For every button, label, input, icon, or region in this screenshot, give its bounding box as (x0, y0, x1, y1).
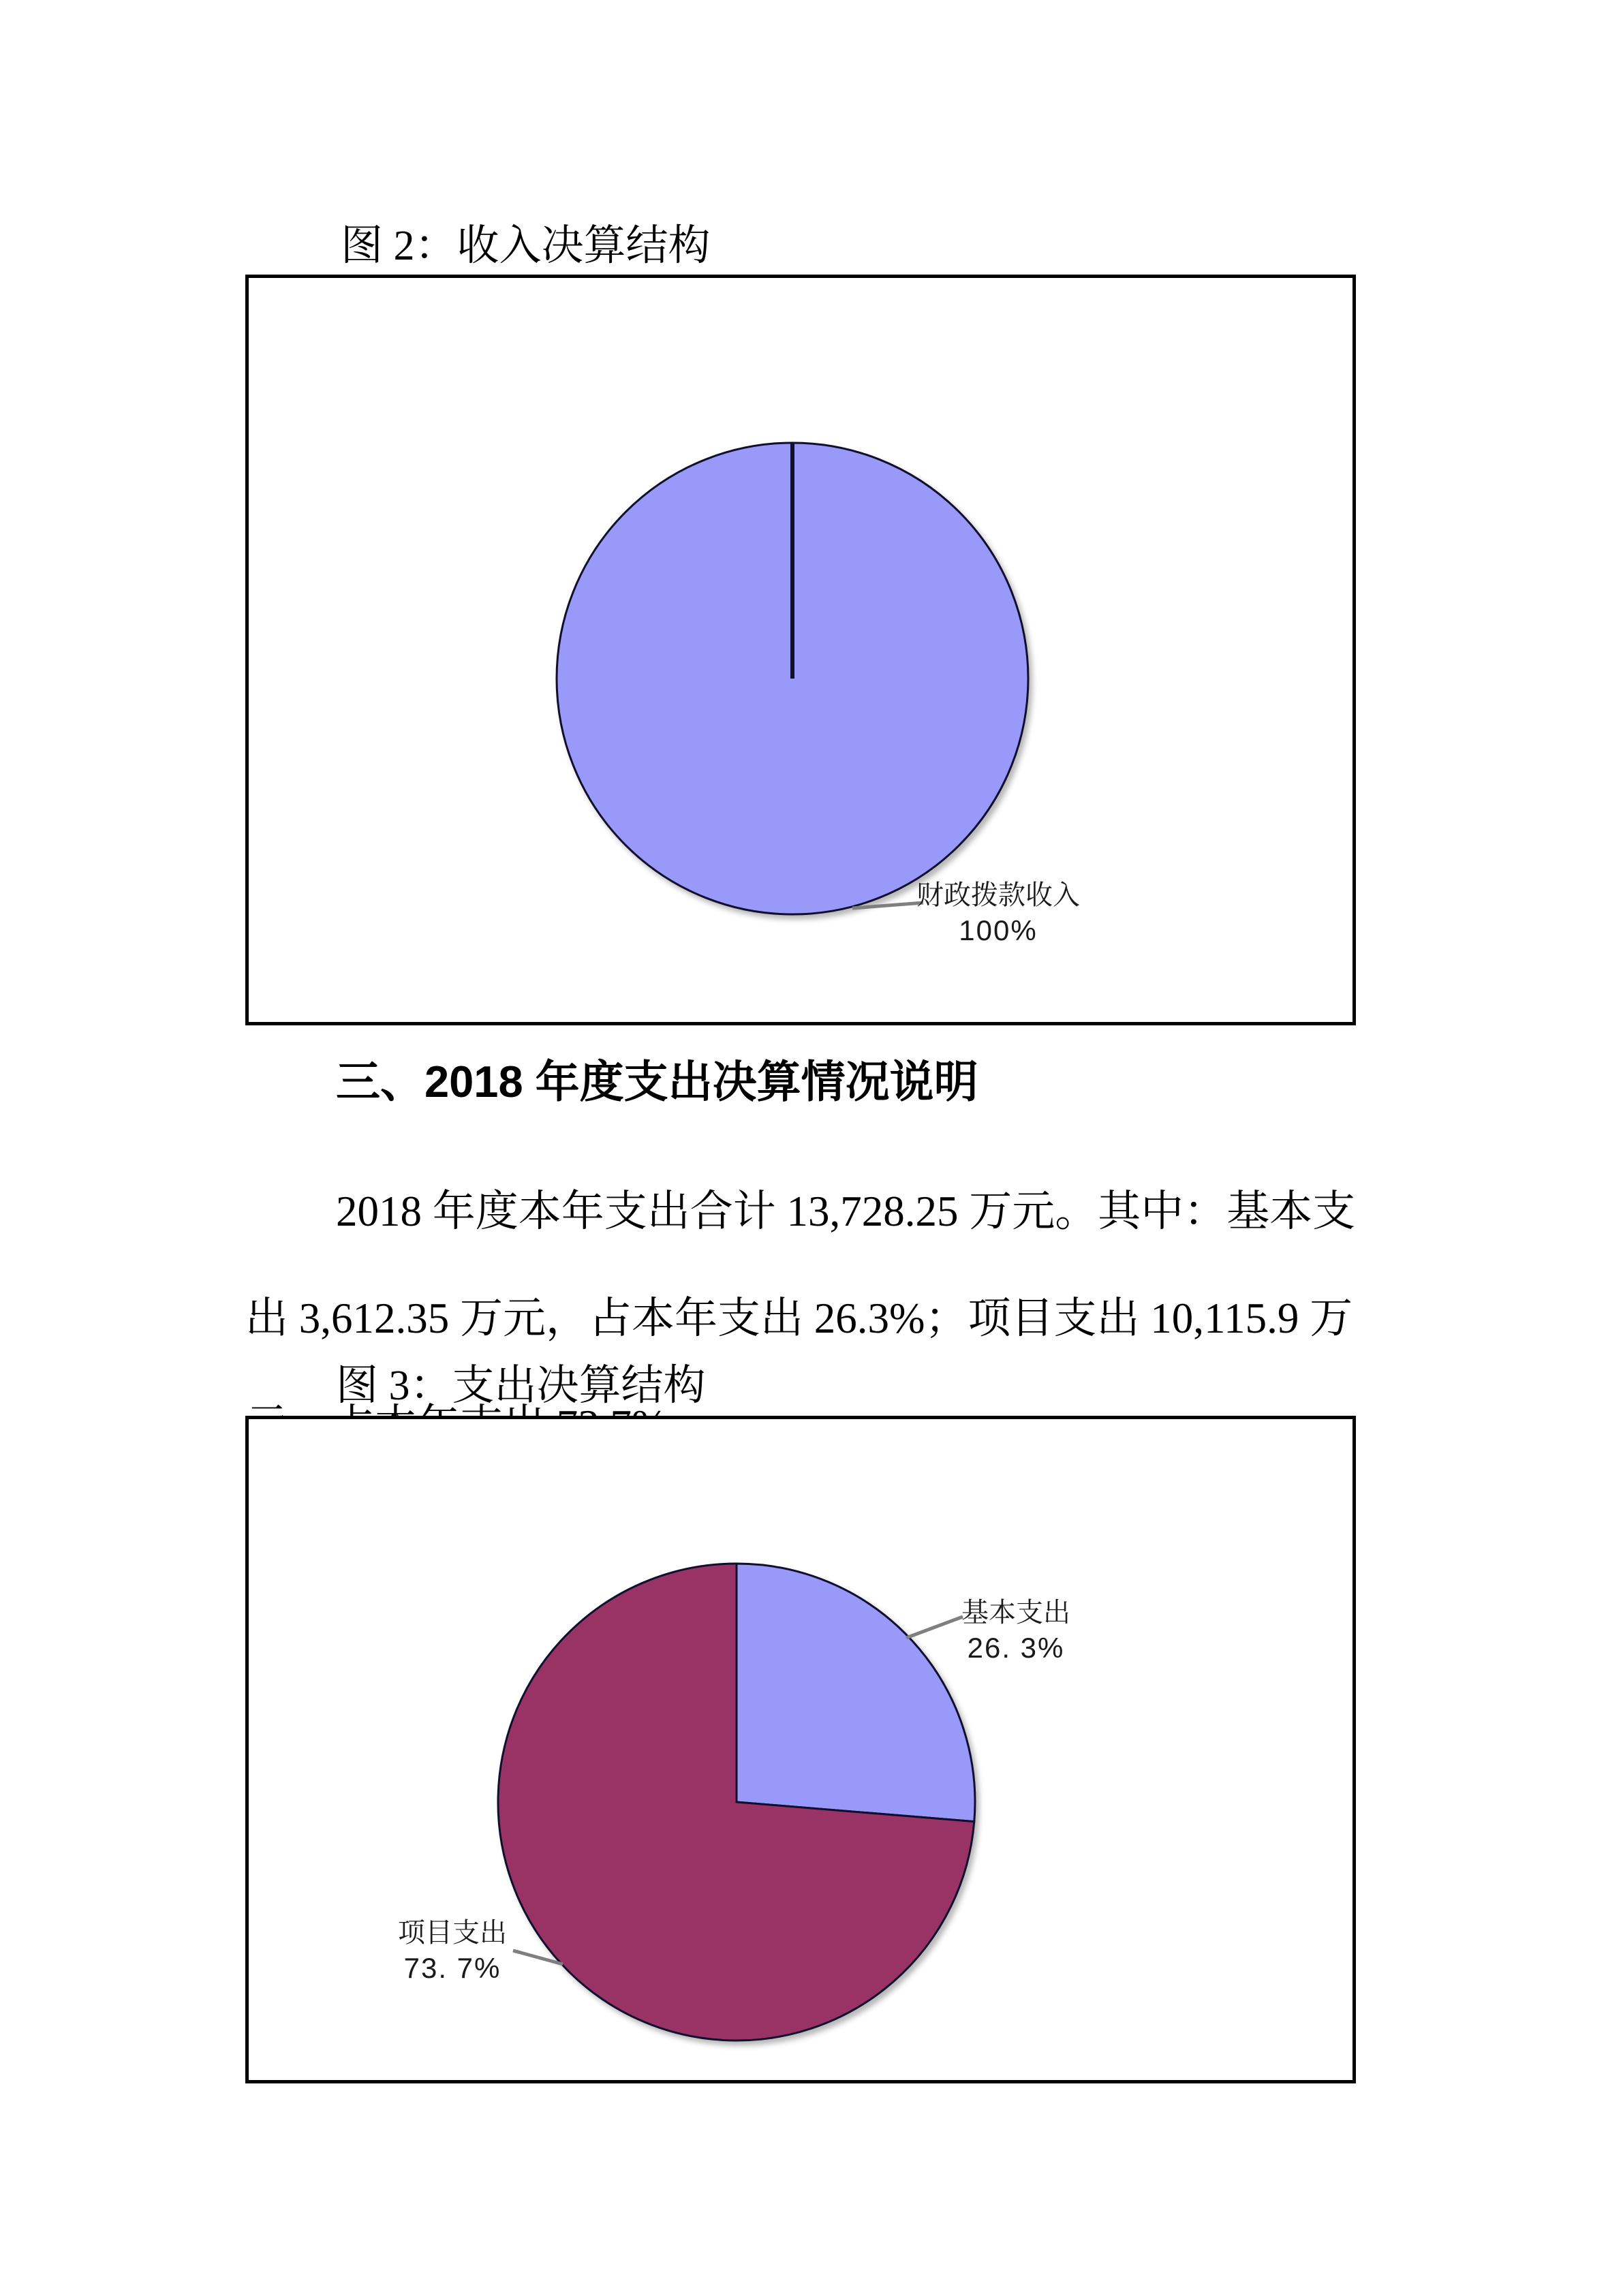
pie-label-project-expenditure (357, 1915, 548, 1986)
paragraph-line: 2018 年度本年支出合计 13,728.25 万元。其中：基本支 (336, 1188, 1356, 1235)
pie-label-project-value: 73. 7% (403, 1952, 501, 1984)
figure2-caption: 图 2：收入决算结构 (341, 223, 711, 269)
pie-label-basic-expenditure (921, 1595, 1111, 1666)
pie-label-fiscal-revenue-value: 100% (959, 914, 1038, 946)
pie-label-fiscal-revenue (896, 878, 1100, 948)
figure3-chart-frame (245, 1416, 1356, 2083)
figure2-chart-frame (245, 275, 1356, 1025)
pie-label-basic-text: 基本支出 (961, 1598, 1070, 1628)
section-heading: 三、2018 年度支出决算情况说明 (336, 1057, 978, 1106)
pie-label-basic-value: 26. 3% (967, 1632, 1065, 1664)
figure3-caption: 图 3：支出决算结构 (336, 1363, 706, 1409)
pie-label-project-text: 项目支出 (398, 1918, 507, 1948)
revenue-pie-chart (249, 278, 1352, 1022)
pie-label-fiscal-revenue-text: 财政拨款收入 (916, 880, 1080, 910)
paragraph-line: 出 3,612.35 万元，占本年支出 26.3%；项目支出 10,115.9 万 (245, 1294, 1353, 1342)
